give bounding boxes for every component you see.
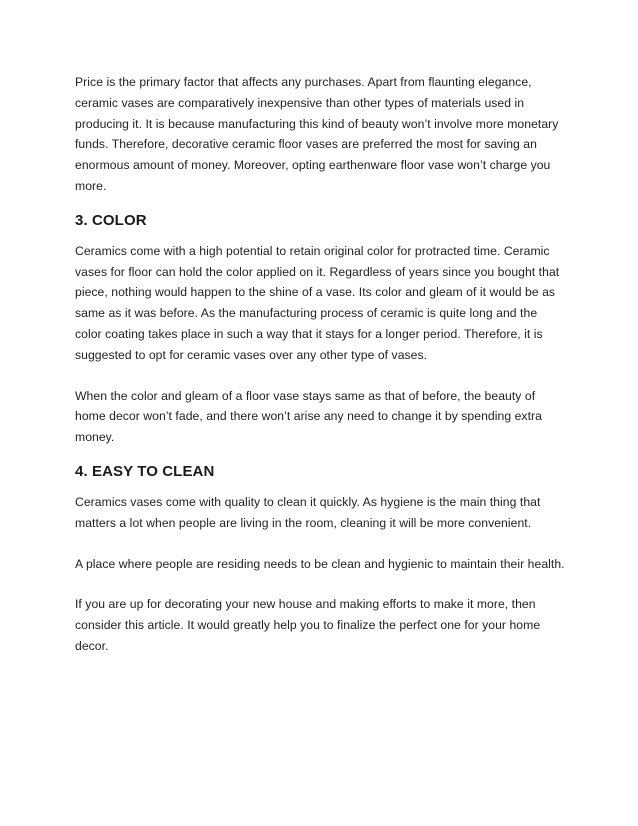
intro-paragraph: Price is the primary factor that affects any purchases. Apart from flaunting elegance, ceramic vases are comparatively inexpensive than other types of materials used in producing it. It is because manufacturing this kind of beauty won’t involve more monetary funds. Therefore, decorative ceramic floor vases are preferred the most for saving an enormous amount of money. Moreover, opting earthenware floor vase won’t charge you more. bbox=[75, 75, 559, 193]
color-paragraph-1: Ceramics come with a high potential to retain original color for protracted time. Ceramic vases for floor can hold the color applied on it. Regardless of years since you bought that piece, nothing would happen to the shine of a vase. Its color and gleam of it would be as same as it was before. As the manufacturing process of ceramic is quite long and the color coating takes place in such a way that it stays for a longer period. Therefore, it is suggested to opt for ceramic vases over any other type of vases. bbox=[75, 243, 560, 362]
clean-paragraph-1: Ceramics vases come with quality to clean it quickly. As hygiene is the main thing that matters a lot when people are living in the room, cleaning it will be more convenient. bbox=[75, 494, 541, 530]
color-paragraph-2: When the color and gleam of a floor vase stays same as that of before, the beauty of home decor won’t fade, and there won’t arise any need to change it by spending extra money. bbox=[75, 388, 542, 445]
clean-paragraph-3: If you are up for decorating your new house and making efforts to make it more, then consider this article. It would greatly help you to finalize the perfect one for your home decor. bbox=[75, 597, 541, 653]
document-page bbox=[75, 72, 565, 657]
section-heading-easy-to-clean: 4. EASY TO CLEAN bbox=[75, 462, 215, 480]
section-heading-color: 3. COLOR bbox=[75, 211, 147, 229]
clean-paragraph-2: A place where people are residing needs to be clean and hygienic to maintain their health. bbox=[75, 556, 565, 571]
